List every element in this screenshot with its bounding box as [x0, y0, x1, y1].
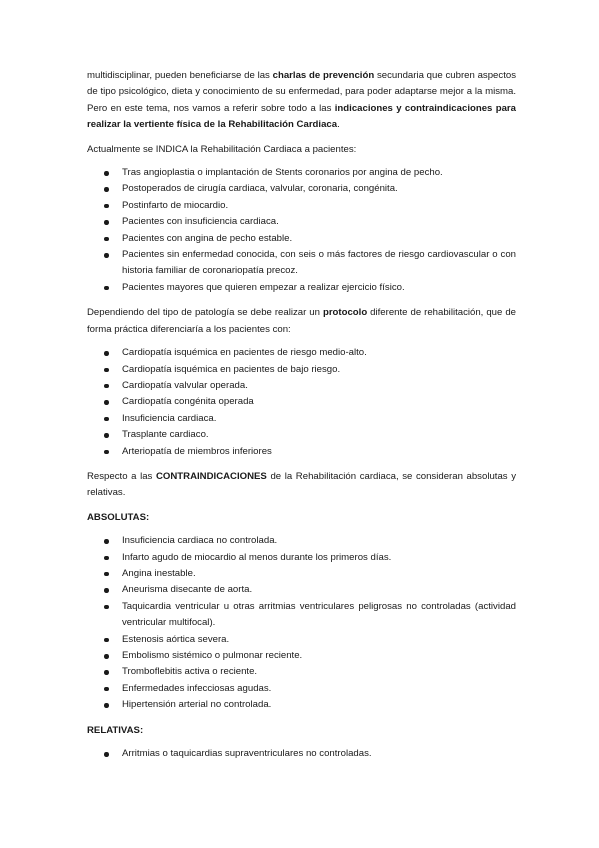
protocolo-list: [87, 345, 516, 460]
list-item: Infarto agudo de miocardio al menos durante los primeros días.: [87, 550, 516, 566]
list-item: Insuficiencia cardiaca.: [87, 411, 516, 427]
contra-text-2: de la Rehabilitación cardiaca, se consideran absolutas y relativas.: [87, 470, 516, 499]
relativas-heading: RELATIVAS:: [87, 724, 144, 736]
list-item: Cardiopatía congénita operada: [87, 394, 516, 410]
list-item: Estenosis aórtica severa.: [87, 632, 516, 648]
protocolo-paragraph: [87, 305, 516, 338]
absolutas-list: [87, 533, 516, 713]
list-item: Arteriopatía de miembros inferiores: [87, 444, 516, 460]
list-item: Postinfarto de miocardio.: [87, 198, 516, 214]
indica-list: [87, 165, 516, 296]
contra-paragraph: [87, 469, 516, 502]
intro-bold-charlas: charlas de prevención: [272, 70, 375, 81]
list-item: Cardiopatía isquémica en pacientes de riesgo medio-alto.: [87, 345, 516, 361]
indica-heading: Actualmente se INDICA la Rehabilitación Cardiaca a pacientes:: [87, 143, 357, 155]
list-item: Angina inestable.: [87, 566, 516, 582]
list-item: Embolismo sistémico o pulmonar reciente.: [87, 648, 516, 664]
list-item: Tras angioplastia o implantación de Stents coronarios por angina de pecho.: [87, 165, 516, 181]
intro-text-2: secundaria que cubren aspectos de tipo psicológico, dieta y conocimiento de su enfermedad, para poder adaptarse mejor a la misma. Pero en este tema, nos vamos a referir sobre todo a las: [87, 70, 516, 114]
list-item: Insuficiencia cardiaca no controlada.: [87, 533, 516, 549]
list-item: Trasplante cardiaco.: [87, 427, 516, 443]
list-item: Tromboflebitis activa o reciente.: [87, 664, 516, 680]
protocolo-text-1: Dependiendo del tipo de patología se debe realizar un: [87, 307, 323, 319]
list-item: Pacientes con angina de pecho estable.: [87, 231, 516, 247]
protocolo-bold: protocolo: [322, 307, 368, 319]
relativas-list: [87, 746, 516, 762]
intro-bold-indicaciones: indicaciones y contraindicaciones para realizar la vertiente física de la Rehabilitación Cardiaca: [87, 102, 516, 131]
list-item: Cardiopatía valvular operada.: [87, 378, 516, 394]
list-item: Hipertensión arterial no controlada.: [87, 697, 516, 713]
list-item: Arritmias o taquicardias supraventriculares no controladas.: [87, 746, 516, 762]
intro-text-1: multidisciplinar, pueden beneficiarse de las: [87, 70, 273, 81]
contra-bold: CONTRAINDICACIONES: [155, 470, 267, 482]
protocolo-text-2: diferente de rehabilitación, que de forma práctica diferenciaría a los pacientes con:: [87, 307, 516, 335]
document-body: [87, 68, 516, 762]
list-item: Pacientes mayores que quieren empezar a realizar ejercicio físico.: [87, 280, 516, 296]
contra-text-1: Respecto a las: [87, 470, 156, 482]
list-item: Pacientes con insuficiencia cardiaca.: [87, 214, 516, 230]
list-item: Cardiopatía isquémica en pacientes de bajo riesgo.: [87, 362, 516, 378]
list-item: Enfermedades infecciosas agudas.: [87, 681, 516, 697]
list-item: Taquicardia ventricular u otras arritmias ventriculares peligrosas no controladas (actividad ventricular multifocal).: [87, 599, 516, 632]
list-item: Aneurisma disecante de aorta.: [87, 582, 516, 598]
list-item: Pacientes sin enfermedad conocida, con seis o más factores de riesgo cardiovascular o con historia familiar de coronariopatía precoz.: [87, 247, 516, 280]
intro-text-3: .: [337, 119, 340, 131]
list-item: Postoperados de cirugía cardiaca, valvular, coronaria, congénita.: [87, 181, 516, 197]
intro-paragraph: [87, 68, 516, 134]
absolutas-heading: ABSOLUTAS:: [87, 511, 150, 523]
